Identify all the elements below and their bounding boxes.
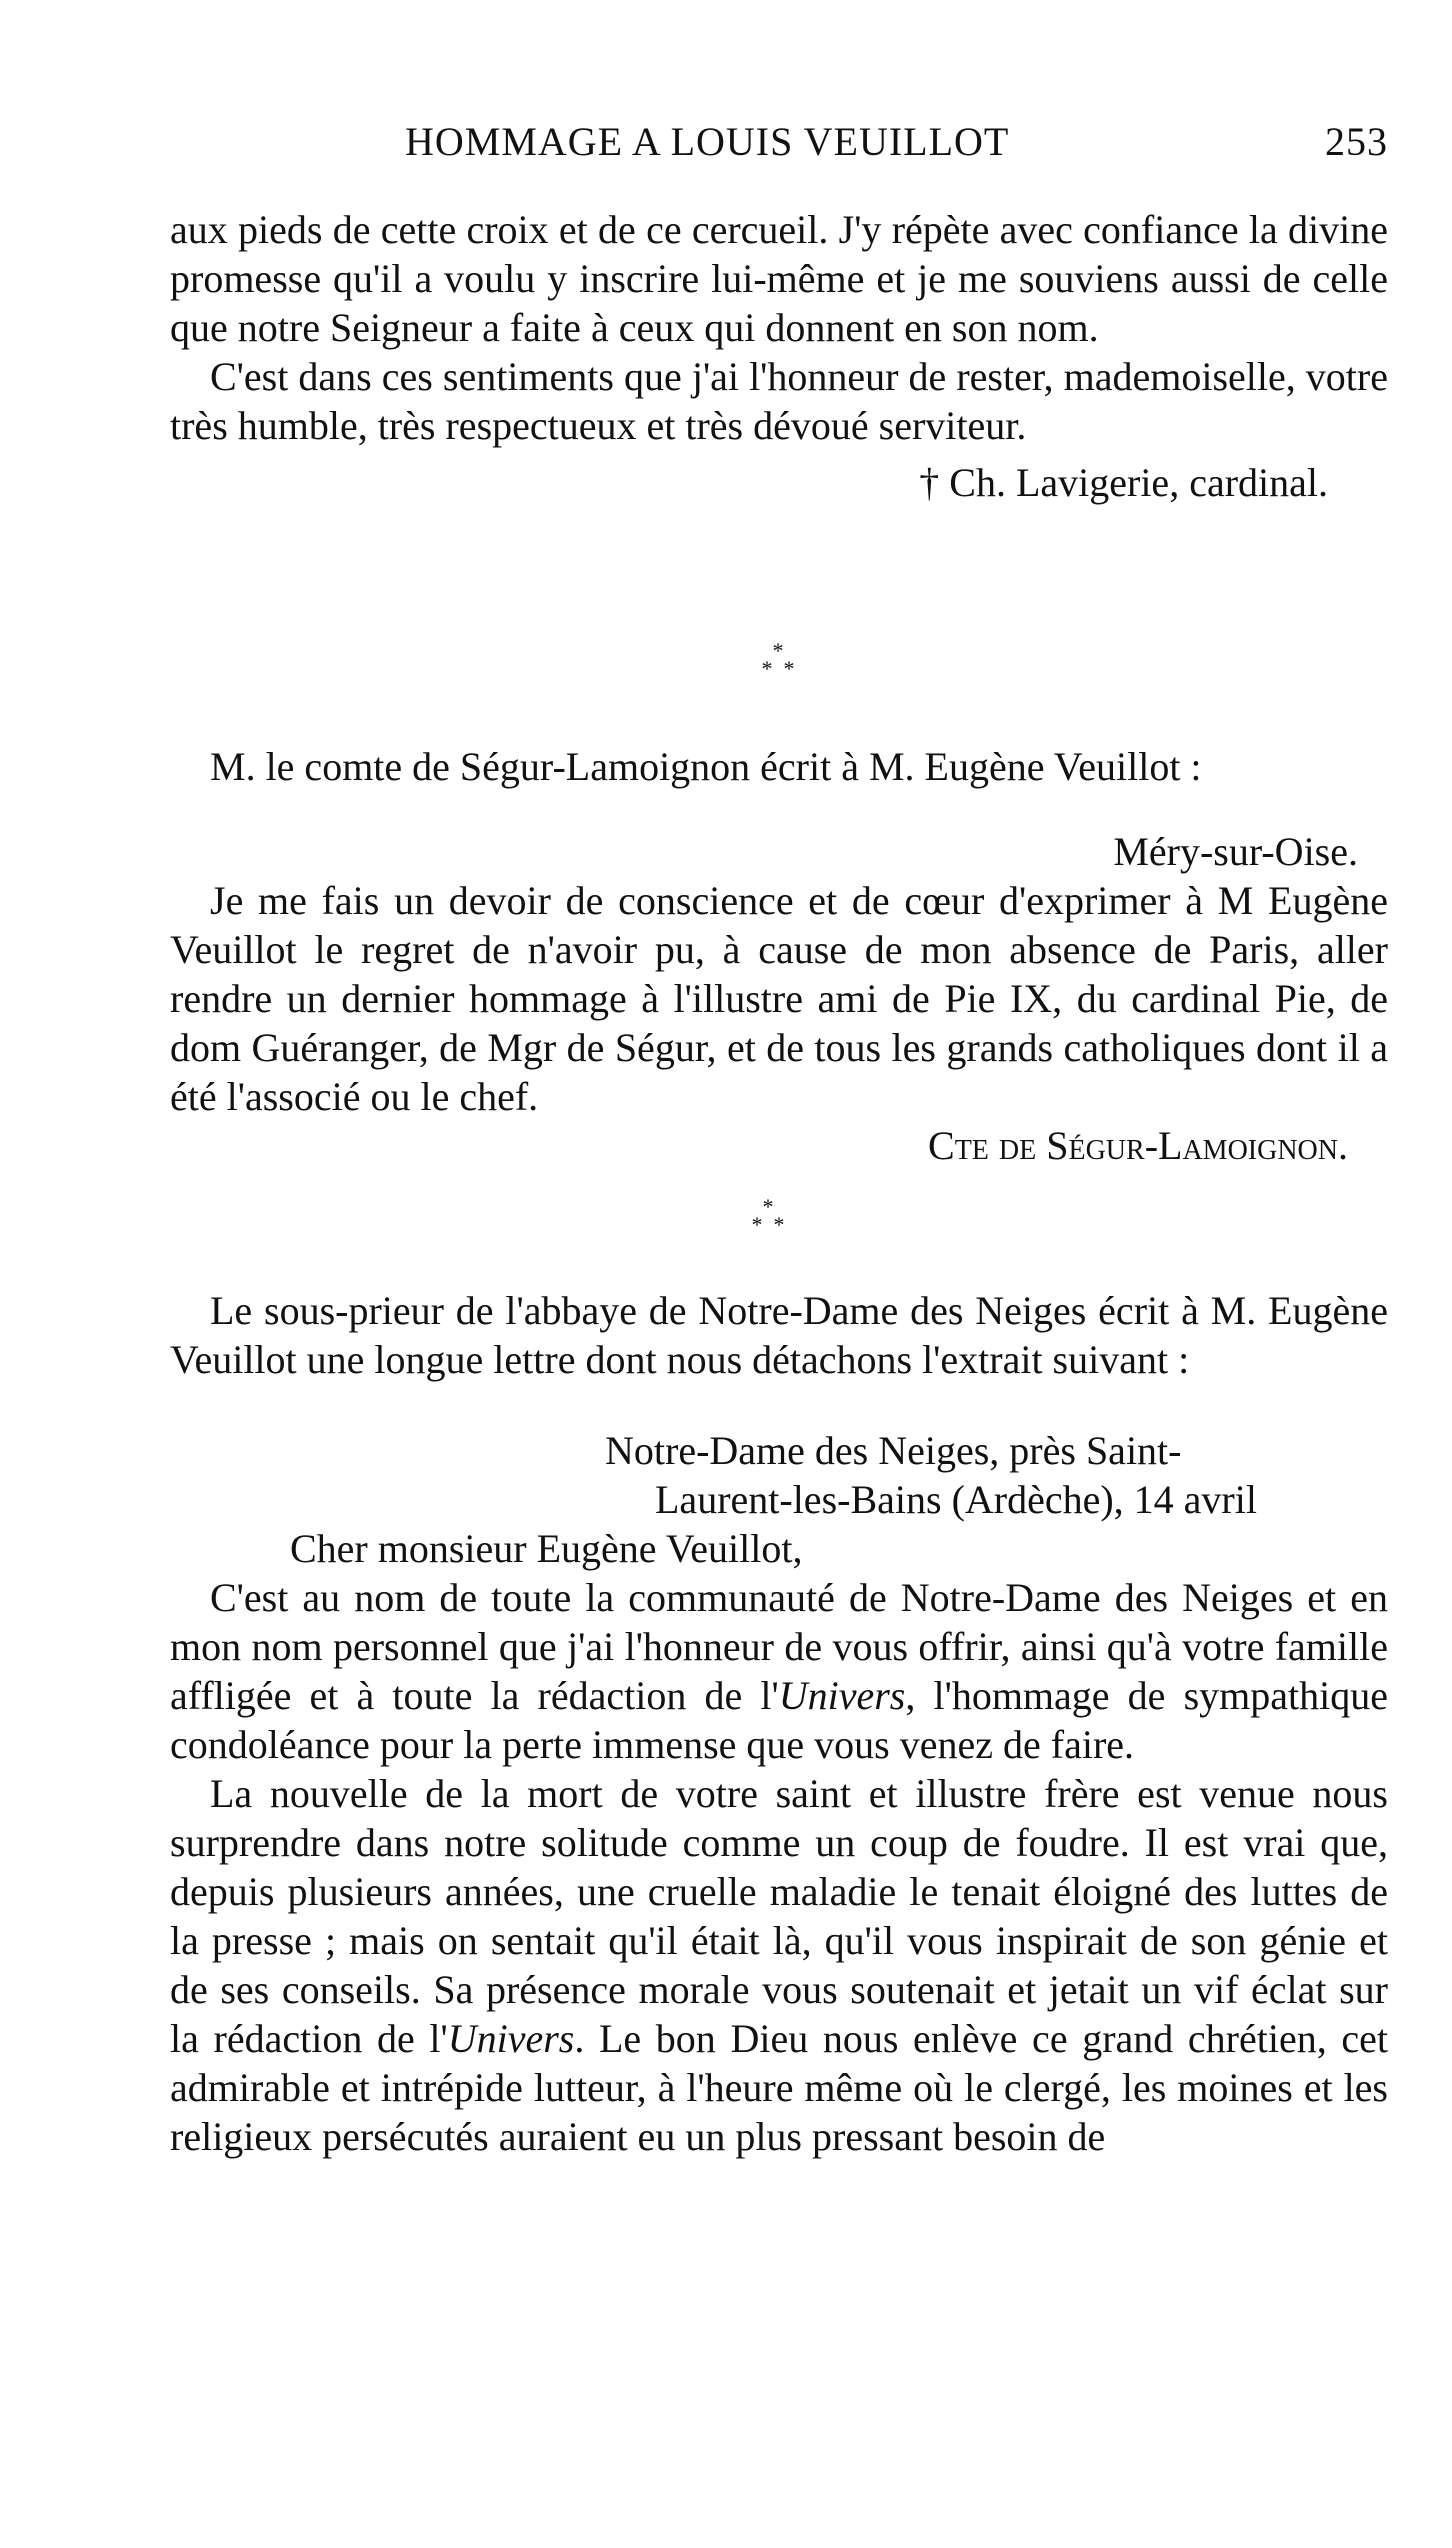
- univers-title: Univers: [447, 2016, 575, 2061]
- page-number: 253: [1325, 119, 1388, 164]
- place-line-1: Notre-Dame des Neiges, près Saint-: [605, 1428, 1182, 1473]
- letter-segur-lamoignon: [170, 742, 1388, 1170]
- asterism-separator: * * *: [751, 1194, 785, 1237]
- signature-lavigerie: † Ch. Lavigerie, cardinal.: [919, 460, 1328, 505]
- running-head: [170, 118, 1388, 178]
- asterism-separator: * * *: [761, 638, 795, 681]
- paragraph-intro: Le sous-prieur de l'abbaye de Notre-Dame des Neiges écrit à M. Eugène Veuillot une longue lettre dont nous détachons l'extrait suivant :: [170, 1288, 1388, 1382]
- letter-lavigerie: [170, 205, 1388, 507]
- univers-title: Univers: [778, 1673, 906, 1718]
- signature-segur: Cte de Ségur-Lamoignon.: [928, 1123, 1348, 1168]
- paragraph-intro: M. le comte de Ségur-Lamoignon écrit à M. Eugène Veuillot :: [210, 744, 1202, 789]
- paragraph: C'est au nom de toute la communauté de Notre-Dame des Neiges et en mon nom personnel que j'ai l'honneur de vous offrir, ainsi qu'à votre famille affligée et à toute la rédaction de l'Univers, l'hommage de sympathique condoléance pour la perte immense que vous venez de faire.: [170, 1575, 1388, 1767]
- paragraph: La nouvelle de la mort de votre saint et illustre frère est venue nous surprendre dans notre solitude comme un coup de foudre. Il est vrai que, depuis plusieurs années, une cruelle maladie le tenait éloigné des luttes de la presse ; mais on sentait qu'il était là, qu'il vous inspirait de son génie et de ses conseils. Sa présence morale vous soutenait et jetait un vif éclat sur la rédaction de l'Univers. Le bon Dieu nous enlève ce grand chrétien, cet admirable et intrépide lutteur, à l'heure même où le clergé, les moines et les religieux persécutés auraient eu un plus pressant besoin de: [170, 1771, 1388, 2159]
- place-line-2: Laurent-les-Bains (Ardèche), 14 avril: [655, 1477, 1257, 1522]
- salutation: Cher monsieur Eugène Veuillot,: [290, 1526, 803, 1571]
- paragraph: Je me fais un devoir de conscience et de cœur d'exprimer à M Eugène Veuillot le regret de n'avoir pu, à cause de mon absence de Paris, aller rendre un dernier hommage à l'illustre ami de Pie IX, du cardinal Pie, de dom Guéranger, de Mgr de Ségur, et de tous les grands catholiques dont il a été l'associé ou le chef.: [170, 878, 1388, 1119]
- letter-notre-dame-des-neiges: [170, 1286, 1388, 2161]
- place-line: Méry-sur-Oise.: [1113, 829, 1358, 874]
- paragraph: aux pieds de cette croix et de ce cercueil. J'y répète avec confiance la divine promesse qu'il a voulu y inscrire lui-même et je me souviens aussi de celle que notre Seigneur a faite à ceux qui donnent en son nom.: [170, 207, 1388, 350]
- running-title: HOMMAGE A LOUIS VEUILLOT: [405, 119, 1010, 164]
- paragraph: C'est dans ces sentiments que j'ai l'honneur de rester, mademoiselle, votre très humble, très respectueux et très dévoué serviteur.: [170, 354, 1388, 448]
